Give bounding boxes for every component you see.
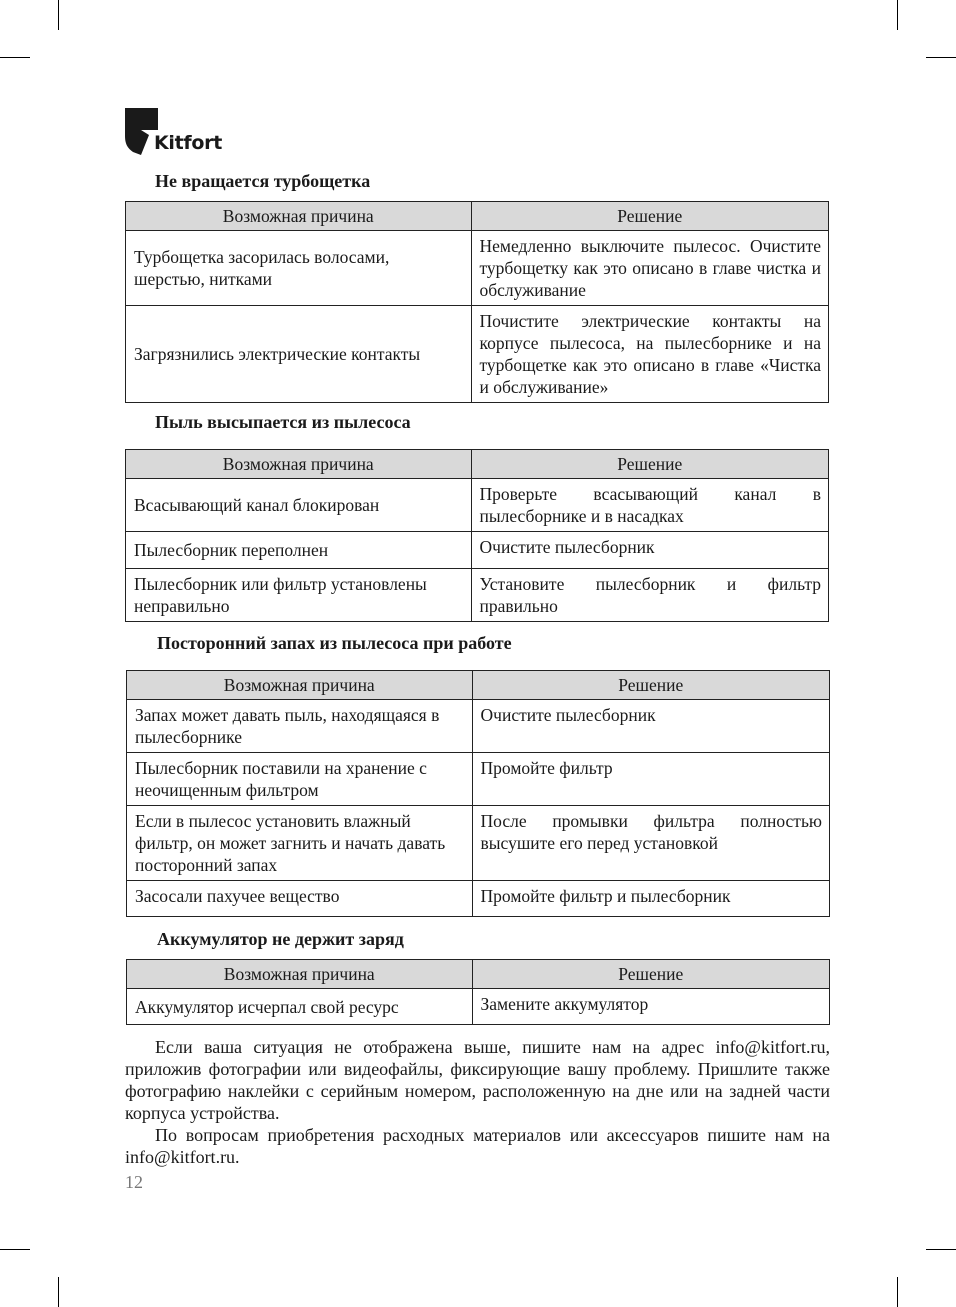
table-row — [127, 881, 830, 917]
table-row — [127, 700, 830, 753]
kitfort-logo — [125, 108, 225, 158]
troubleshooting-table — [125, 449, 829, 622]
solution-cell: Промойте фильтр — [472, 753, 829, 806]
crop-mark-bottom-left-vertical — [58, 1277, 59, 1307]
table-header-row — [126, 202, 829, 231]
page-number: 12 — [125, 1172, 143, 1192]
header-cause: Возможная причина — [126, 450, 472, 479]
solution-cell: Очистите пылесборник — [471, 532, 829, 569]
cause-cell: Засосали пахучее вещество — [127, 881, 473, 917]
table-header-row — [127, 671, 830, 700]
header-cause: Возможная причина — [127, 960, 473, 989]
section-title: Аккумулятор не держит заряд — [157, 929, 404, 949]
contact-info — [125, 1036, 830, 1168]
table-header-row — [127, 960, 830, 989]
header-solution: Решение — [472, 960, 829, 989]
contact-paragraph: Если ваша ситуация не отображена выше, пишите нам на адрес info@kitfort.ru, приложив фотографии или видеофайлы, фиксирующие вашу проблему. Пришлите также фотографию наклейки с серийным номером, расположенную на дне или на задней части корпуса устройства. — [125, 1037, 830, 1123]
crop-mark-top-left-horizontal — [0, 57, 30, 58]
solution-cell: Почистите электрические контакты на корпусе пылесоса, на пылесборнике и на турбощетке как это описано в главе «Чистка и обслуживание» — [471, 306, 829, 403]
crop-mark-bottom-right-vertical — [897, 1277, 898, 1307]
table-row — [127, 806, 830, 881]
crop-mark-bottom-left-horizontal — [0, 1249, 30, 1250]
solution-cell: Промойте фильтр и пылесборник — [472, 881, 829, 917]
solution-cell: Проверьте всасывающий канал в пылесборнике и в насадках — [471, 479, 829, 532]
crop-mark-top-right-vertical — [897, 0, 898, 30]
table-row — [126, 231, 829, 306]
header-solution: Решение — [471, 450, 829, 479]
solution-cell: Замените аккумулятор — [472, 989, 829, 1025]
header-solution: Решение — [472, 671, 829, 700]
solution-cell: После промывки фильтра полностью высушите его перед установкой — [472, 806, 829, 881]
cause-cell: Пылесборник поставили на хранение с неочищенным фильтром — [127, 753, 473, 806]
section-title: Посторонний запах из пылесоса при работе — [157, 633, 512, 653]
solution-cell: Установите пылесборник и фильтр правильно — [471, 569, 829, 622]
table-row — [126, 532, 829, 569]
troubleshooting-table — [126, 670, 830, 917]
brand-name: Kitfort — [154, 132, 222, 154]
section-title: Пыль высыпается из пылесоса — [155, 412, 411, 432]
header-cause: Возможная причина — [126, 202, 472, 231]
section-title: Не вращается турбощетка — [155, 171, 371, 191]
crop-mark-top-left-vertical — [58, 0, 59, 30]
crop-mark-bottom-right-horizontal — [926, 1249, 956, 1250]
table-row — [126, 306, 829, 403]
solution-cell: Очистите пылесборник — [472, 700, 829, 753]
cause-cell: Пылесборник переполнен — [126, 532, 472, 569]
table-row — [126, 569, 829, 622]
troubleshooting-table — [125, 201, 829, 403]
cause-cell: Аккумулятор исчерпал свой ресурс — [127, 989, 473, 1025]
table-row — [127, 989, 830, 1025]
table-row — [127, 753, 830, 806]
cause-cell: Запах может давать пыль, находящаяся в пылесборнике — [127, 700, 473, 753]
solution-cell: Немедленно выключите пылесос. Очистите турбощетку как это описано в главе чистка и обслуживание — [471, 231, 829, 306]
table-row — [126, 479, 829, 532]
cause-cell: Турбощетка засорилась волосами, шерстью, нитками — [126, 231, 472, 306]
table-header-row — [126, 450, 829, 479]
accessories-paragraph: По вопросам приобретения расходных материалов или аксессуаров пишите нам на info@kitfort.ru. — [125, 1125, 830, 1167]
cause-cell: Загрязнились электрические контакты — [126, 306, 472, 403]
cause-cell: Всасывающий канал блокирован — [126, 479, 472, 532]
cause-cell: Пылесборник или фильтр установлены неправильно — [126, 569, 472, 622]
header-cause: Возможная причина — [127, 671, 473, 700]
troubleshooting-table — [126, 959, 830, 1025]
cause-cell: Если в пылесос установить влажный фильтр, он может загнить и начать давать посторонний запах — [127, 806, 473, 881]
header-solution: Решение — [471, 202, 829, 231]
crop-mark-top-right-horizontal — [926, 57, 956, 58]
